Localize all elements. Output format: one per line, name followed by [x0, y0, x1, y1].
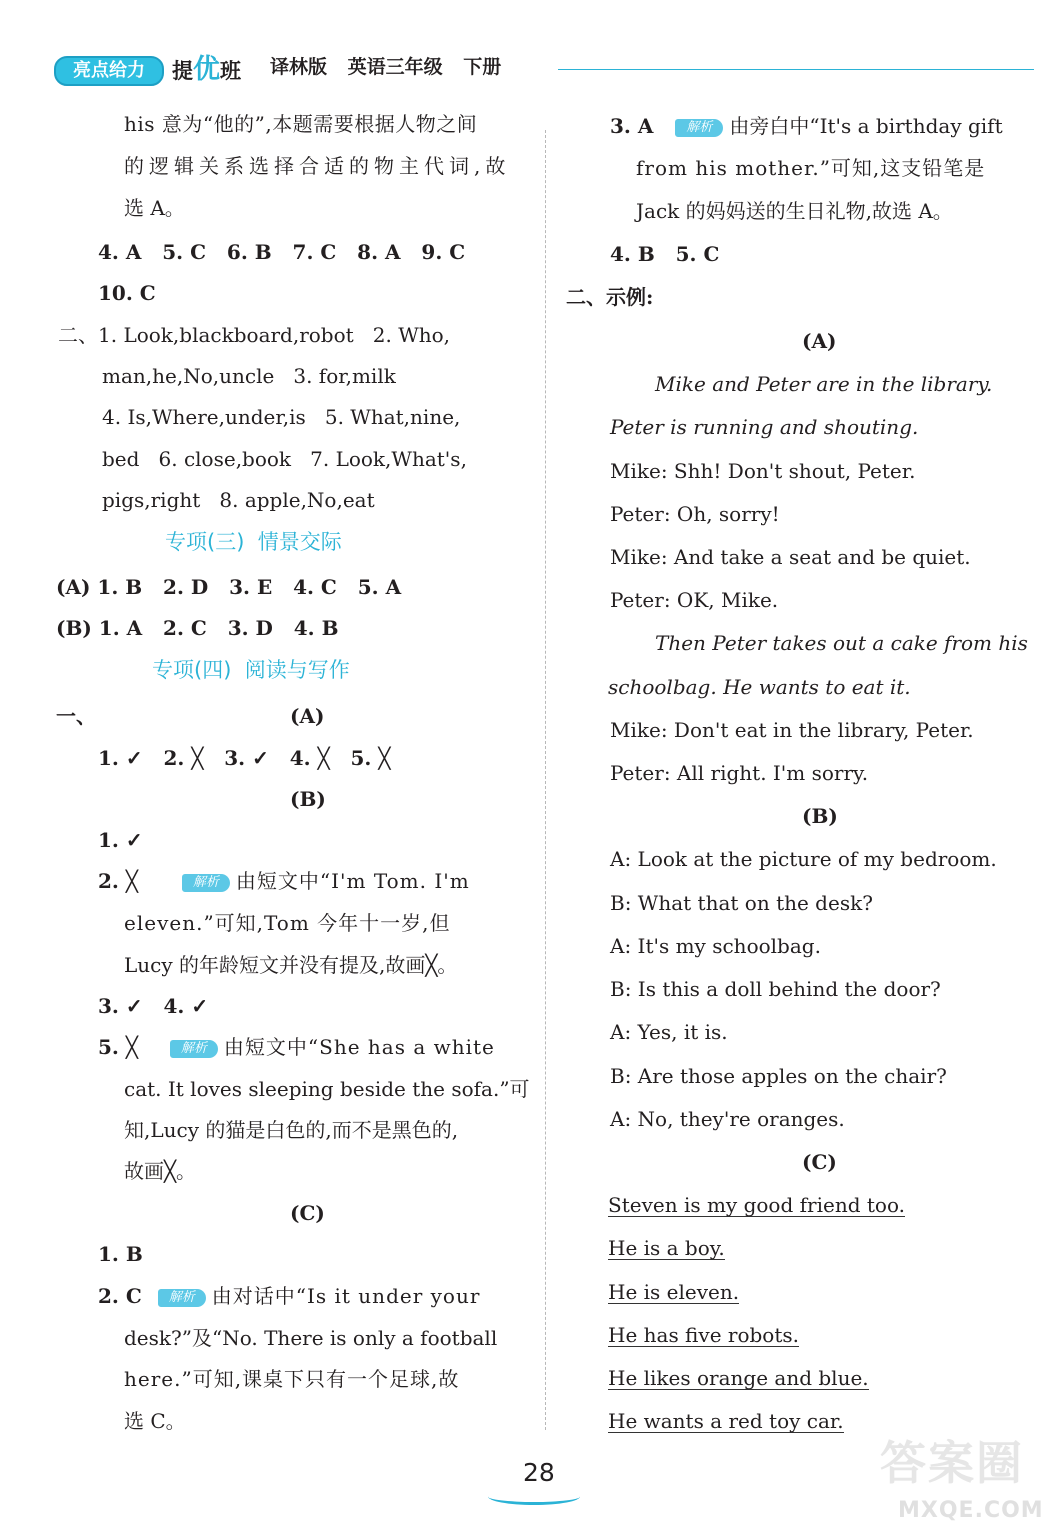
analysis-text: 由对话中“Is it under your — [211, 1284, 481, 1308]
sub-heading: (A) — [290, 704, 325, 728]
answer-line: 二、1. Look,blackboard,robot 2. Who, — [58, 323, 451, 347]
part-label: 一、 — [56, 704, 96, 728]
dialogue-line: B: What that on the desk? — [610, 891, 873, 915]
text-line: Jack 的妈妈送的生日礼物,故选 A。 — [636, 199, 953, 223]
header-rule — [558, 69, 1034, 70]
answer-line: 10. C — [98, 281, 156, 305]
analysis-tag: 解析 — [182, 874, 230, 892]
answer-line: (A) 1. B 2. D 3. E 4. C 5. A — [56, 575, 402, 599]
writing-line: He likes orange and blue. — [608, 1366, 869, 1390]
brand-pre: 提 — [172, 59, 193, 83]
sub-heading: (B) — [290, 787, 326, 811]
watermark-logo: 答案圈 — [880, 1436, 1024, 1490]
narration: Then Peter takes out a cake from his — [655, 631, 1028, 655]
answer-line — [98, 1286, 480, 1307]
dialogue-line: Mike: Don't eat in the library, Peter. — [610, 718, 974, 742]
column-divider — [545, 130, 546, 1430]
writing-line: Steven is my good friend too. — [608, 1193, 905, 1217]
answer-line — [98, 871, 470, 892]
text-line: 选 A。 — [124, 196, 185, 220]
analysis-text: 由短文中“I'm Tom. I'm — [235, 869, 470, 893]
answer-num: 3. A — [610, 114, 654, 138]
narration: Peter is running and shouting. — [610, 415, 919, 439]
answer-line — [98, 1037, 495, 1058]
text-line: 的逻辑关系选择合适的物主代词,故 — [124, 154, 511, 178]
dialogue-line: A: Look at the picture of my bedroom. — [610, 847, 997, 871]
analysis-tag: 解析 — [675, 119, 723, 137]
answer-line: 1. ✓ — [98, 828, 143, 852]
analysis-tag: 解析 — [170, 1040, 218, 1058]
analysis-text: 由旁白中“It's a birthday gift — [729, 114, 1003, 138]
dialogue-line: Mike: Shh! Don't shout, Peter. — [610, 459, 916, 483]
brand-highlight: 优 — [193, 54, 220, 85]
sub-heading: (C) — [802, 1150, 837, 1174]
dialogue-line: A: It's my schoolbag. — [610, 934, 821, 958]
watermark-site: MXQE.COM — [898, 1498, 1044, 1523]
answer-num: 2. C — [98, 1284, 142, 1308]
text-line: 选 C。 — [124, 1409, 186, 1433]
answer-line: man,he,No,uncle 3. for,milk — [102, 364, 396, 388]
text-line: from his mother.”可知,这支铅笔是 — [636, 156, 986, 180]
text-line: here.”可知,课桌下只有一个足球,故 — [124, 1367, 460, 1391]
analysis-text: 由短文中“She has a white — [223, 1035, 495, 1059]
answer-line: 3. ✓ 4. ✓ — [98, 994, 209, 1018]
part-label: 二、示例: — [566, 285, 654, 309]
page-number: 28 — [523, 1458, 555, 1487]
answer-line: 4. Is,Where,under,is 5. What,nine, — [102, 405, 461, 429]
sub-heading: (C) — [290, 1201, 325, 1225]
answer-line: (B) 1. A 2. C 3. D 4. B — [56, 616, 339, 640]
answer-line: 4. B 5. C — [610, 242, 720, 266]
page-number-swoosh — [488, 1488, 580, 1505]
answer-num: 2. ╳ — [98, 869, 138, 893]
text-line: 知,Lucy 的猫是白色的,而不是黑色的, — [124, 1118, 459, 1142]
dialogue-line: Peter: All right. I'm sorry. — [610, 761, 869, 785]
answer-line: 4. A 5. C 6. B 7. C 8. A 9. C — [98, 240, 466, 264]
answer-line — [610, 116, 1003, 137]
dialogue-line: B: Are those apples on the chair? — [610, 1064, 947, 1088]
writing-line: He is a boy. — [608, 1236, 725, 1260]
brand-title — [172, 56, 241, 83]
dialogue-line: B: Is this a doll behind the door? — [610, 977, 941, 1001]
answer-line: bed 6. close,book 7. Look,What's, — [102, 447, 467, 471]
text-line: eleven.”可知,Tom 今年十一岁,但 — [124, 911, 451, 935]
analysis-tag: 解析 — [158, 1289, 206, 1307]
sub-heading: (A) — [802, 329, 837, 353]
writing-line: He is eleven. — [608, 1280, 740, 1304]
brand-post: 班 — [220, 59, 241, 83]
answer-num: 5. ╳ — [98, 1035, 138, 1059]
text-line: his 意为“他的”,本题需要根据人物之间 — [124, 112, 478, 136]
dialogue-line: A: Yes, it is. — [610, 1020, 728, 1044]
text-line: desk?”及“No. There is only a football — [124, 1326, 498, 1350]
dialogue-line: Peter: Oh, sorry! — [610, 502, 780, 526]
book-info: 译林版 英语三年级 下册 — [270, 56, 502, 78]
text-line: Lucy 的年龄短文并没有提及,故画╳。 — [124, 953, 458, 977]
dialogue-line: Mike: And take a seat and be quiet. — [610, 545, 971, 569]
section-heading-4: 专项(四) 阅读与写作 — [152, 658, 350, 682]
answer-line: 1. B — [98, 1242, 143, 1266]
narration: Mike and Peter are in the library. — [655, 372, 993, 396]
series-badge: 亮点给力 — [54, 56, 164, 86]
dialogue-line: A: No, they're oranges. — [610, 1107, 845, 1131]
answer-line: 1. ✓ 2. ╳ 3. ✓ 4. ╳ 5. ╳ — [98, 746, 391, 770]
text-line: cat. It loves sleeping beside the sofa.”可 — [124, 1077, 530, 1101]
section-heading-3: 专项(三) 情景交际 — [165, 530, 342, 554]
answer-line: pigs,right 8. apple,No,eat — [102, 488, 375, 512]
writing-line: He wants a red toy car. — [608, 1409, 844, 1433]
writing-line: He has five robots. — [608, 1323, 799, 1347]
dialogue-line: Peter: OK, Mike. — [610, 588, 779, 612]
sub-heading: (B) — [802, 804, 838, 828]
narration: schoolbag. He wants to eat it. — [608, 675, 911, 699]
text-line: 故画╳。 — [124, 1159, 197, 1183]
